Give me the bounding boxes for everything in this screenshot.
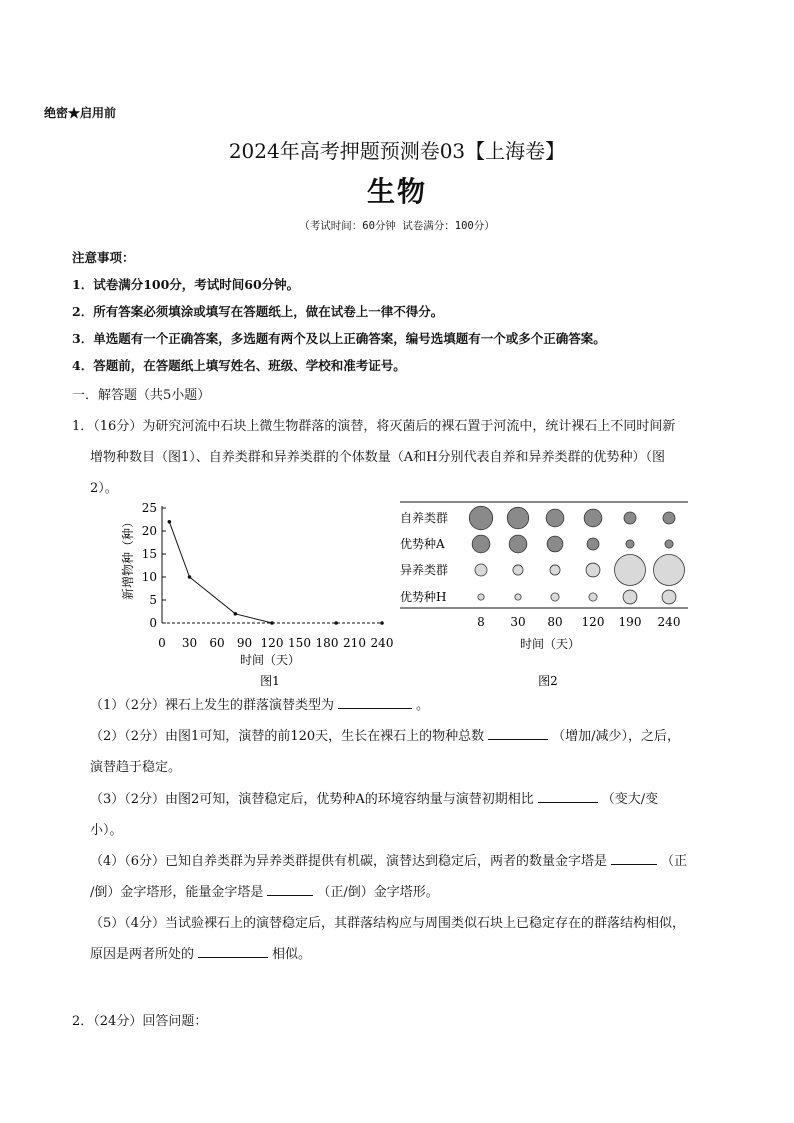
figure2-row-label: 优势种A xyxy=(400,537,445,551)
figure1-data-point xyxy=(380,621,384,625)
figure2-bubble xyxy=(478,594,484,600)
figure2-bubble xyxy=(546,509,564,527)
q1-sub1-end: 。 xyxy=(416,698,430,713)
section-heading: 一．解答题（共5小题） xyxy=(72,388,211,403)
figure1-x-tick-label: 90 xyxy=(236,636,253,650)
exam-info: （考试时间：60分钟 试卷满分：100分） xyxy=(299,220,495,232)
figure1-line-chart xyxy=(110,496,400,692)
figure2-caption: 图2 xyxy=(538,674,558,688)
figure2-bubble xyxy=(586,563,600,577)
figure1-xlabel: 时间（天） xyxy=(239,653,301,667)
q1-sub3-text: （3）（2分）由图2可知，演替稳定后，优势种A的环境容纳量与演替初期相比 xyxy=(90,792,534,807)
figure1-x-tick-label: 30 xyxy=(181,636,198,650)
q1-sub1-text: （1）（2分）裸石上发生的群落演替类型为 xyxy=(90,698,335,713)
figure2-row-label: 异养类群 xyxy=(400,563,449,577)
figure1-data-point xyxy=(234,612,238,616)
figure2-bubble xyxy=(615,555,646,586)
figure2-x-tick-label: 80 xyxy=(547,615,563,629)
figure2-bubble xyxy=(587,538,599,550)
q1-stem-line1: 1．（16分）为研究河流中石块上微生物群落的演替，将灭菌后的裸石置于河流中，统计裸石上不同时间新 xyxy=(72,419,676,434)
q1-sub5-line2 xyxy=(90,939,311,970)
figure2-bubble xyxy=(515,594,521,600)
figure1-data-point xyxy=(334,621,338,625)
notice-item: 4．答题前，在答题纸上填写姓名、班级、学校和准考证号。 xyxy=(72,358,406,373)
q1-sub4 xyxy=(90,846,687,877)
figure2-bubble xyxy=(509,535,527,553)
figure1-x-tick-label: 0 xyxy=(158,636,166,650)
figure2-bubble xyxy=(662,590,676,604)
q1-sub2 xyxy=(90,721,680,752)
q1-sub5-line2-end: 相似。 xyxy=(272,947,312,962)
figure1-x-tick-label: 210 xyxy=(343,636,366,650)
figure1-y-tick-label: 20 xyxy=(141,524,157,538)
figure2-bubble xyxy=(584,509,602,527)
figure2-x-tick-label: 240 xyxy=(657,615,681,629)
figure1-x-tick-label: 240 xyxy=(370,636,394,650)
figure1-y-tick-label: 5 xyxy=(149,593,157,607)
figure2-bubble xyxy=(513,565,523,575)
q1-sub4-text: （4）（6分）已知自养类群为异养类群提供有机碳，演替达到稳定后，两者的数量金字塔是 xyxy=(90,854,608,869)
figure2-row-label: 自养类群 xyxy=(400,511,449,525)
figure2-row-label: 优势种H xyxy=(400,590,447,604)
answer-blank-3[interactable] xyxy=(538,788,598,803)
notice-item: 2．所有答案必须填涂或填写在答题纸上，做在试卷上一律不得分。 xyxy=(72,304,444,319)
figure1-y-tick-label: 25 xyxy=(141,501,157,515)
figure2-bubble xyxy=(550,565,560,575)
notice-heading: 注意事项： xyxy=(72,250,135,265)
answer-blank-2[interactable] xyxy=(488,725,548,740)
q1-sub5: （5）（4分）当试验裸石上的演替稳定后，其群落结构应与周围类似石块上已稳定存在的群落结构相似， xyxy=(90,916,686,931)
figure2-x-tick-label: 190 xyxy=(618,615,642,629)
figure2-bubble xyxy=(589,593,597,601)
figure2-bubble xyxy=(623,590,637,604)
notice-item: 1．试卷满分100分，考试时间60分钟。 xyxy=(72,277,300,292)
figure1-series-line xyxy=(169,522,272,623)
figure1-y-tick-label: 0 xyxy=(149,616,157,630)
figure2-bubble xyxy=(654,555,685,586)
subject-title: 生物 xyxy=(366,175,427,208)
figure2-bubble xyxy=(472,535,490,553)
figure1-x-tick-label: 60 xyxy=(209,636,225,650)
figure2-bubble xyxy=(475,564,487,576)
figure2-bubble xyxy=(469,506,492,529)
q1-sub4-line2-text: /倒）金字塔形，能量金字塔是 xyxy=(90,885,264,900)
exam-title: 2024年高考押题预测卷03【上海卷】 xyxy=(228,139,566,163)
figure1-caption: 图1 xyxy=(260,674,280,688)
figure1-y-tick-label: 15 xyxy=(141,547,157,561)
figure1-x-tick-label: 150 xyxy=(288,636,311,650)
figure1-data-point xyxy=(168,520,172,524)
figure1-ylabel: 新增物种（种） xyxy=(121,515,135,601)
figure1-data-point xyxy=(270,621,274,625)
answer-blank-6[interactable] xyxy=(198,943,268,958)
figure2-bubble xyxy=(665,540,673,548)
figure2-bubble xyxy=(547,536,563,552)
figure2-xlabel: 时间（天） xyxy=(519,637,581,651)
q1-sub3-line2: 小）。 xyxy=(90,823,123,838)
figure2-bubble xyxy=(663,512,675,524)
answer-blank-1[interactable] xyxy=(338,694,412,709)
q1-sub3-end: （变大/变 xyxy=(601,792,659,807)
figure2-bubble xyxy=(626,540,634,548)
figure2-x-tick-label: 120 xyxy=(581,615,605,629)
answer-blank-4[interactable] xyxy=(611,850,657,865)
q1-stem-line3: 2）。 xyxy=(90,481,118,496)
q2-stem: 2．（24分）回答问题： xyxy=(72,1014,208,1029)
figure1-y-tick-label: 10 xyxy=(141,570,157,584)
figure1-x-tick-label: 180 xyxy=(315,636,339,650)
figure2-x-tick-label: 30 xyxy=(510,615,526,629)
q1-sub2-line2: 演替趋于稳定。 xyxy=(90,760,182,775)
q1-sub3 xyxy=(90,784,658,815)
figure2-bubble xyxy=(507,507,529,529)
q1-stem-line2: 增物种数目（图1）、自养类群和异养类群的个体数量（A和H分别代表自养和异养类群的优势种）（图 xyxy=(90,450,665,465)
answer-blank-5[interactable] xyxy=(267,881,313,896)
q1-sub2-text: （2）（2分）由图1可知，演替的前120天，生长在裸石上的物种总数 xyxy=(90,729,485,744)
figure2-bubble-chart xyxy=(395,496,695,692)
q1-sub5-line2-text: 原因是两者所处的 xyxy=(90,947,195,962)
q1-sub4-line2 xyxy=(90,877,439,908)
q1-sub4-end: （正 xyxy=(661,854,688,869)
q1-sub2-end: （增加/减少），之后， xyxy=(552,729,681,744)
figure2-x-tick-label: 8 xyxy=(477,615,485,629)
figure2-bubble xyxy=(551,593,559,601)
q1-sub1 xyxy=(90,690,429,721)
notice-item: 3．单选题有一个正确答案，多选题有两个及以上正确答案，编号选填题有一个或多个正确答案。 xyxy=(72,331,606,346)
figure1-x-tick-label: 120 xyxy=(260,636,284,650)
figure1-data-point xyxy=(188,575,192,579)
secret-label: 绝密★启用前 xyxy=(44,106,117,120)
figure2-bubble xyxy=(624,512,636,524)
q1-sub4-line2-end: （正/倒）金字塔形。 xyxy=(317,885,439,900)
